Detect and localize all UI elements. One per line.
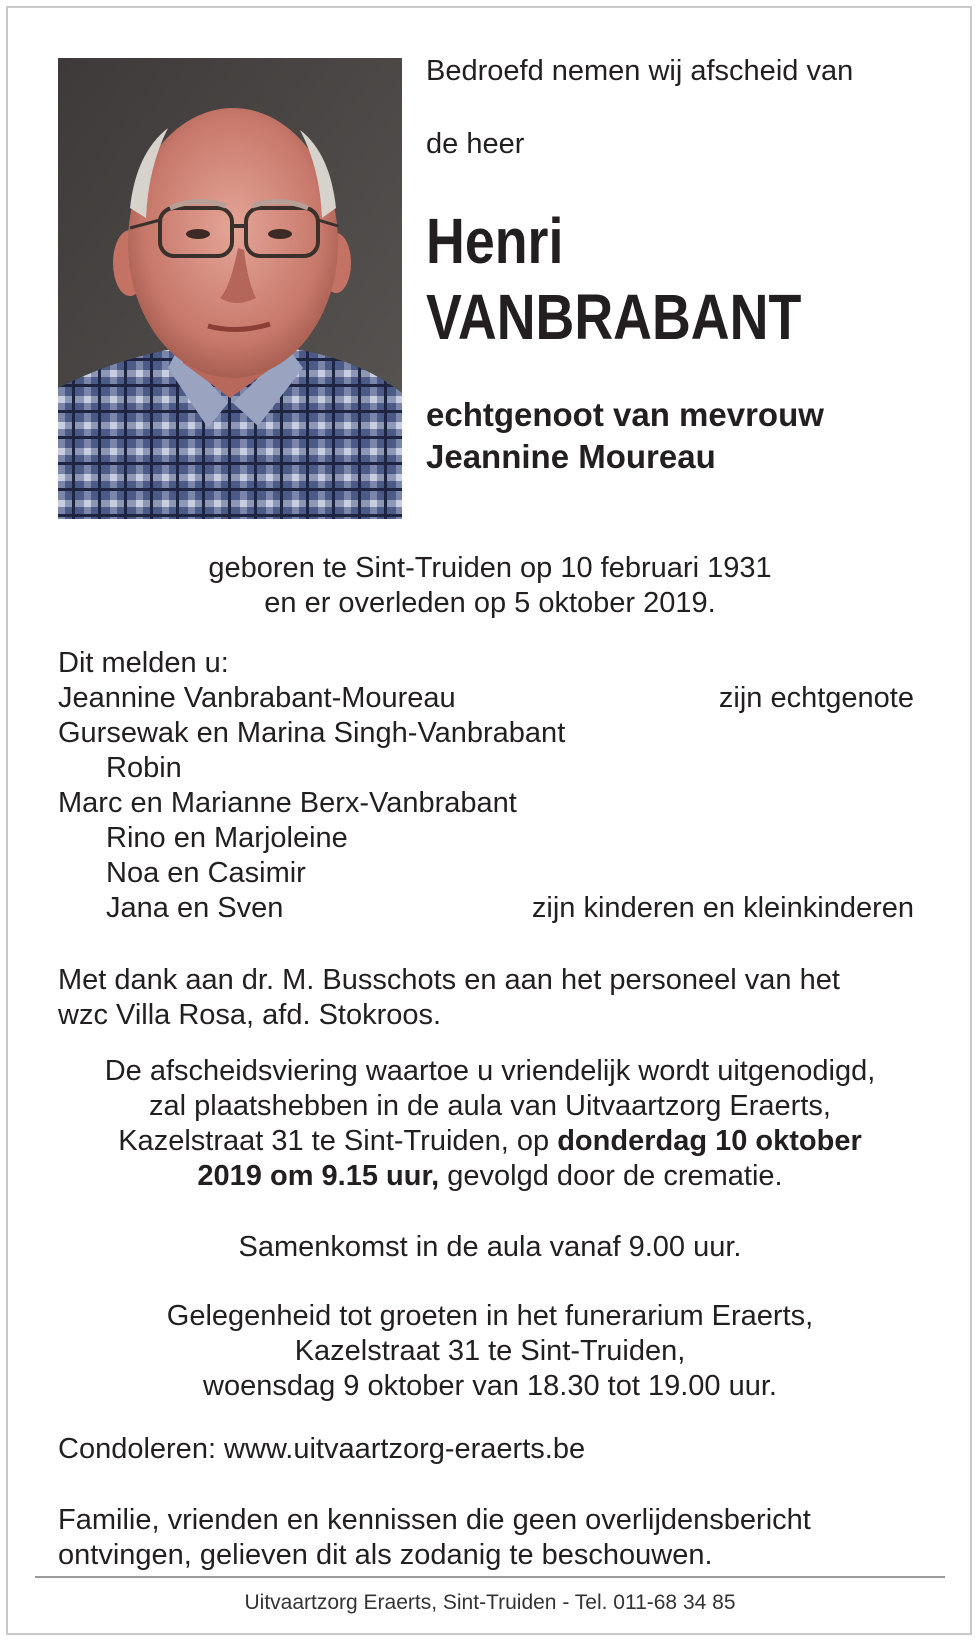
visitation-line-3: woensdag 9 oktober van 18.30 tot 19.00 uur.: [203, 1370, 777, 1402]
family-member: Robin: [106, 752, 182, 784]
ceremony-line-4: [0, 1158, 980, 1194]
title-text: de heer: [426, 128, 525, 160]
spouse-line-1: echtgenoot van mevrouw: [426, 396, 824, 433]
family-member: Marc en Marianne Berx-Vanbrabant: [58, 787, 517, 819]
family-member: Noa en Casimir: [106, 857, 306, 889]
portrait-photo: [58, 58, 402, 519]
first-name: Henri: [426, 205, 564, 277]
ceremony-location: Kazelstraat 31 te Sint-Truiden, op: [118, 1125, 558, 1157]
ceremony-line-1: De afscheidsviering waartoe u vriendelijk wordt uitgenodigd,: [104, 1055, 876, 1087]
family-member: Rino en Marjoleine: [106, 822, 348, 854]
footer-text: Uitvaartzorg Eraerts, Sint-Truiden - Tel. 011-68 34 85: [244, 1591, 736, 1614]
footer-divider: [35, 1576, 945, 1578]
family-spouse-name: Jeannine Vanbrabant-Moureau: [58, 682, 456, 714]
family-member: Jana en Sven: [106, 892, 284, 924]
ceremony-date: donderdag 10 oktober: [557, 1125, 862, 1157]
notice-line-2: ontvingen, gelieven dit als zodanig te beschouwen.: [58, 1539, 713, 1571]
gathering-text: Samenkomst in de aula vanaf 9.00 uur.: [238, 1231, 742, 1263]
family-spouse-role: zijn echtgenote: [718, 682, 914, 714]
ceremony-line-3: [0, 1123, 980, 1159]
family-member: Gursewak en Marina Singh-Vanbrabant: [58, 717, 566, 749]
thanks-line-1: Met dank aan dr. M. Busschots en aan het personeel van het: [58, 964, 840, 996]
family-intro: Dit melden u:: [58, 647, 229, 679]
intro-text: Bedroefd nemen wij afscheid van: [426, 55, 854, 87]
notice-line-1: Familie, vrienden en kennissen die geen overlijdensbericht: [58, 1504, 811, 1536]
last-name: VANBRABANT: [426, 281, 802, 353]
condolences-text: Condoleren: www.uitvaartzorg-eraerts.be: [58, 1433, 586, 1465]
ceremony-followup: gevolgd door de crematie.: [439, 1160, 783, 1192]
family-children-role: zijn kinderen en kleinkinderen: [531, 892, 914, 924]
visitation-line-1: Gelegenheid tot groeten in het funerarium Eraerts,: [166, 1300, 814, 1332]
thanks-line-2: wzc Villa Rosa, afd. Stokroos.: [58, 999, 442, 1031]
ceremony-line-2: zal plaatshebben in de aula van Uitvaartzorg Eraerts,: [149, 1090, 831, 1122]
birth-line: geboren te Sint-Truiden op 10 februari 1931: [208, 552, 772, 584]
ceremony-time: 2019 om 9.15 uur,: [197, 1160, 440, 1192]
death-line: en er overleden op 5 oktober 2019.: [264, 587, 716, 619]
spouse-line-2: Jeannine Moureau: [426, 438, 716, 475]
visitation-line-2: Kazelstraat 31 te Sint-Truiden,: [294, 1335, 686, 1367]
